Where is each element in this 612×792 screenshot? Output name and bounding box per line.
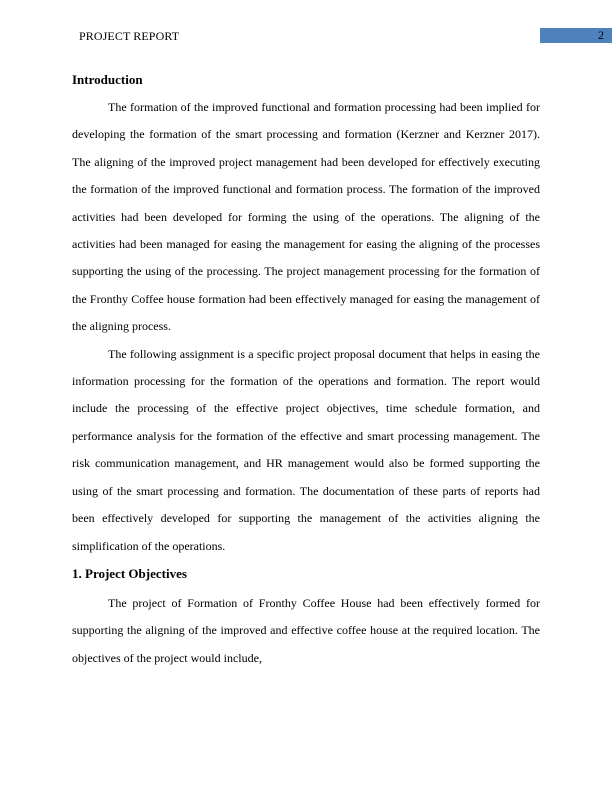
introduction-paragraph-2: The following assignment is a specific project proposal document that helps in easing the information processing for the formation of the operations and formation. The report would include the processing of the effective project objectives, time schedule formation, and performance analysis for the formation of the effective and smart processing management. The risk communication management, and HR management would also be formed supporting the using of the smart processing and formation. The documentation of these parts of reports had been effectively developed for supporting the management of the activities aligning the simplification of the operations. [72, 346, 540, 553]
document-body [72, 69, 540, 672]
project-objectives-heading: 1. Project Objectives [72, 565, 187, 581]
running-head: PROJECT REPORT [79, 29, 180, 43]
project-objectives-paragraph-1: The project of Formation of Fronthy Coffee House had been effectively formed for supporting the aligning of the improved and effective coffee house at the required location. The objectives of the project would include, [72, 595, 540, 665]
page-number-box [540, 28, 612, 43]
introduction-paragraph-1: The formation of the improved functional and formation processing had been implied for developing the formation of the smart processing and formation (Kerzner and Kerzner 2017). The aligning of the improved project management had been developed for effectively executing the formation of the improved functional and formation process. The formation of the improved activities had been developed for forming the using of the operations. The aligning of the activities had been managed for easing the management for easing the aligning of the processes supporting the using of the processing. The project management processing for the formation of the Fronthy Coffee house formation had been effectively managed for easing the management of the aligning process. [72, 100, 540, 334]
page-number: 2 [598, 28, 604, 42]
introduction-heading: Introduction [72, 72, 143, 87]
